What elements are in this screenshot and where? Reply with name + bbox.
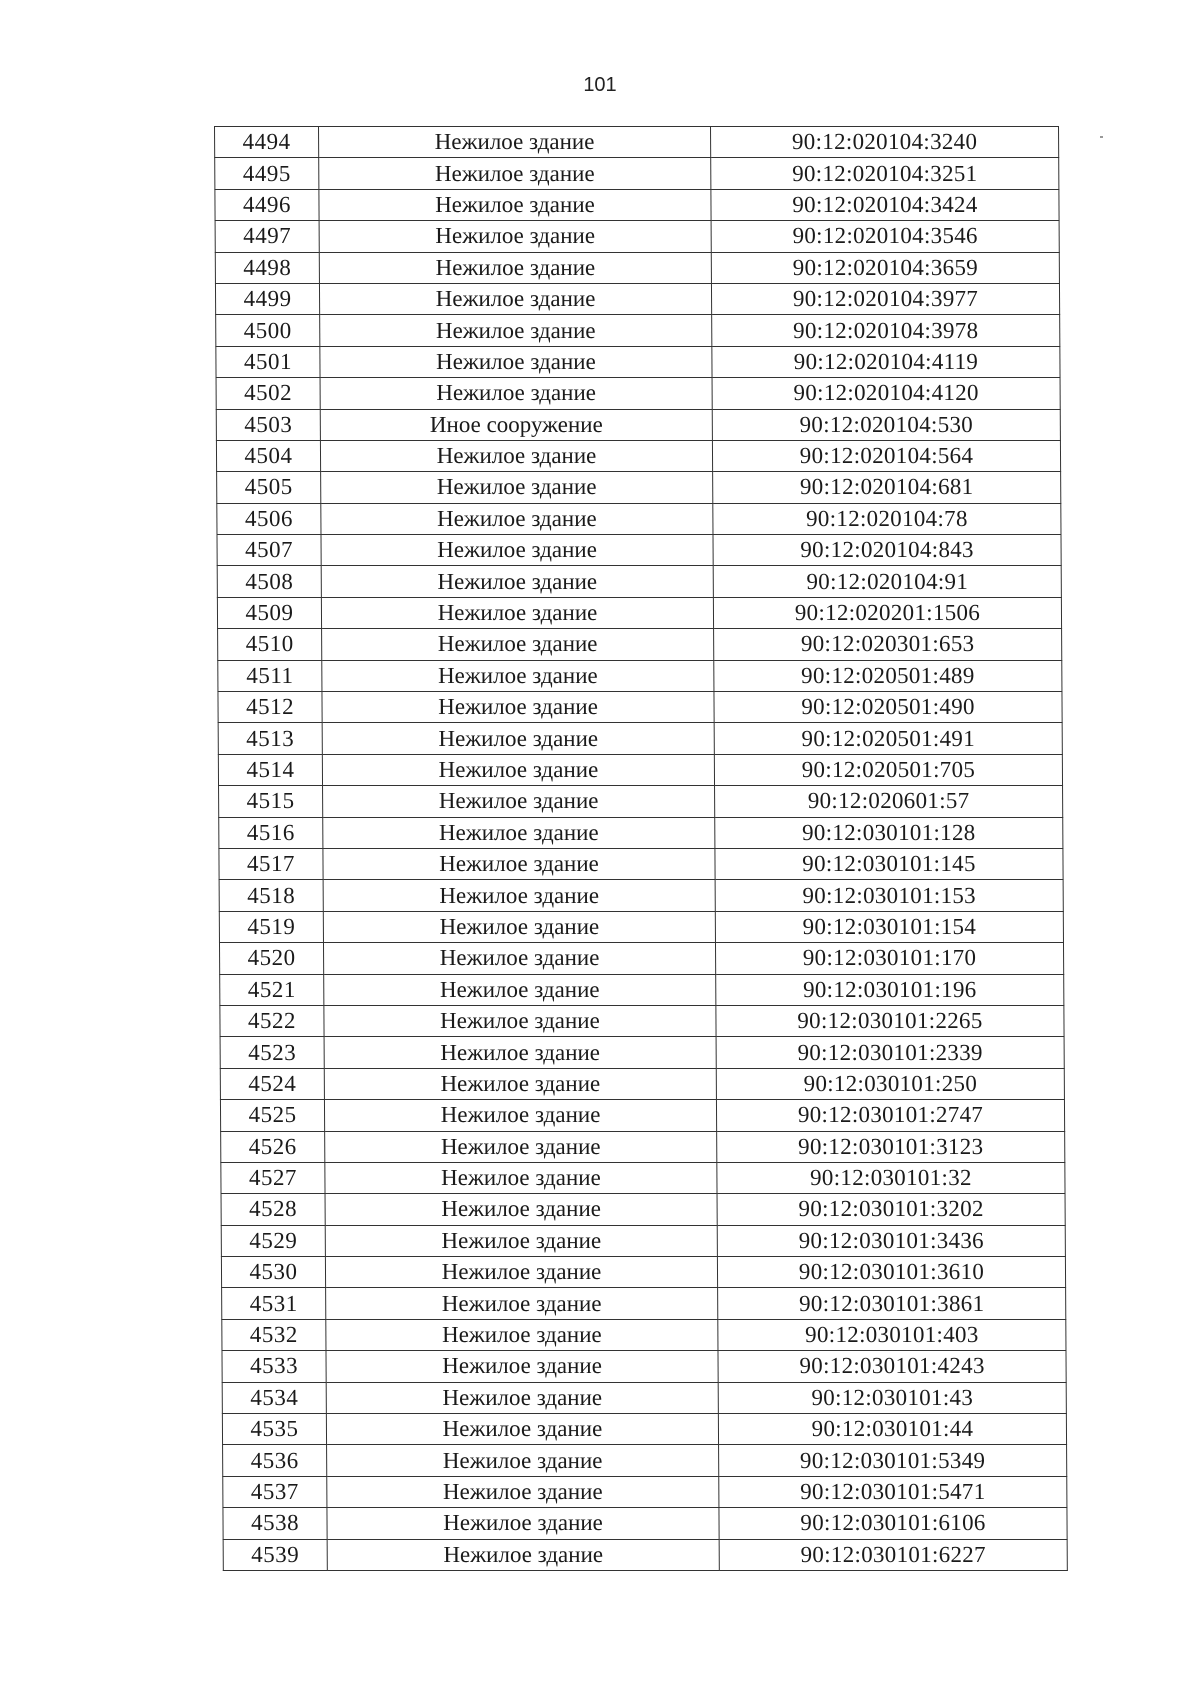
row-number-cell: 4514	[218, 754, 322, 785]
row-number-cell: 4496	[215, 189, 319, 220]
cadastral-number-cell: 90:12:030101:3610	[717, 1257, 1065, 1288]
row-number-cell: 4500	[216, 315, 320, 346]
object-type-cell: Нежилое здание	[325, 1162, 717, 1193]
property-registry-table	[214, 126, 1068, 1571]
row-number-cell: 4522	[220, 1005, 324, 1036]
table-row	[217, 503, 1061, 534]
table-row	[216, 409, 1060, 440]
cadastral-number-cell: 90:12:020104:3251	[711, 158, 1059, 189]
table-row	[221, 1131, 1065, 1162]
cadastral-number-cell: 90:12:030101:2339	[716, 1037, 1064, 1068]
table-row	[217, 566, 1061, 597]
row-number-cell: 4537	[223, 1476, 327, 1507]
cadastral-number-cell: 90:12:030101:153	[715, 880, 1063, 911]
object-type-cell: Нежилое здание	[323, 911, 715, 942]
table-row	[223, 1539, 1067, 1570]
table-row	[219, 911, 1063, 942]
table-row	[217, 535, 1061, 566]
table-row	[222, 1414, 1066, 1445]
cadastral-number-cell: 90:12:030101:5471	[719, 1476, 1067, 1507]
cadastral-number-cell: 90:12:020104:91	[713, 566, 1061, 597]
object-type-cell: Нежилое здание	[323, 943, 715, 974]
table-row	[218, 629, 1062, 660]
object-type-cell: Нежилое здание	[326, 1319, 718, 1350]
row-number-cell: 4513	[218, 723, 322, 754]
row-number-cell: 4509	[217, 597, 321, 628]
row-number-cell: 4503	[216, 409, 320, 440]
object-type-cell: Нежилое здание	[327, 1539, 719, 1570]
cadastral-number-cell: 90:12:020601:57	[715, 786, 1063, 817]
object-type-cell: Нежилое здание	[326, 1382, 718, 1413]
cadastral-number-cell: 90:12:030101:44	[718, 1414, 1066, 1445]
table-row	[222, 1382, 1066, 1413]
table-row	[220, 1005, 1064, 1036]
object-type-cell: Нежилое здание	[325, 1225, 717, 1256]
object-type-cell: Нежилое здание	[322, 660, 714, 691]
object-type-cell: Нежилое здание	[322, 692, 714, 723]
table-row	[218, 754, 1062, 785]
cadastral-number-cell: 90:12:030101:154	[715, 911, 1063, 942]
row-number-cell: 4532	[222, 1319, 326, 1350]
object-type-cell: Нежилое здание	[325, 1194, 717, 1225]
table-row	[216, 378, 1060, 409]
cadastral-number-cell: 90:12:030101:128	[715, 817, 1063, 848]
object-type-cell: Нежилое здание	[327, 1445, 719, 1476]
cadastral-number-cell: 90:12:030101:2747	[716, 1100, 1064, 1131]
row-number-cell: 4494	[215, 127, 319, 158]
table-row	[222, 1351, 1066, 1382]
cadastral-number-cell: 90:12:020104:3546	[711, 221, 1059, 252]
table-row	[215, 252, 1059, 283]
table-row	[221, 1257, 1065, 1288]
row-number-cell: 4530	[221, 1257, 325, 1288]
table-row	[223, 1445, 1067, 1476]
cadastral-number-cell: 90:12:030101:3202	[717, 1194, 1065, 1225]
cadastral-number-cell: 90:12:020104:3659	[711, 252, 1059, 283]
row-number-cell: 4495	[215, 158, 319, 189]
row-number-cell: 4521	[220, 974, 324, 1005]
row-number-cell: 4510	[218, 629, 322, 660]
cadastral-number-cell: 90:12:030101:403	[718, 1319, 1066, 1350]
cadastral-number-cell: 90:12:030101:6106	[719, 1508, 1067, 1539]
row-number-cell: 4505	[217, 472, 321, 503]
object-type-cell: Нежилое здание	[321, 503, 713, 534]
object-type-cell: Нежилое здание	[322, 723, 714, 754]
object-type-cell: Нежилое здание	[326, 1288, 718, 1319]
cadastral-number-cell: 90:12:020104:4119	[712, 346, 1060, 377]
object-type-cell: Нежилое здание	[321, 535, 713, 566]
object-type-cell: Нежилое здание	[320, 346, 712, 377]
row-number-cell: 4512	[218, 692, 322, 723]
row-number-cell: 4527	[221, 1162, 325, 1193]
row-number-cell: 4531	[222, 1288, 326, 1319]
table-row	[218, 692, 1062, 723]
row-number-cell: 4524	[220, 1068, 324, 1099]
object-type-cell: Нежилое здание	[323, 880, 715, 911]
row-number-cell: 4507	[217, 535, 321, 566]
row-number-cell: 4518	[219, 880, 323, 911]
row-number-cell: 4529	[221, 1225, 325, 1256]
cadastral-number-cell: 90:12:030101:3861	[718, 1288, 1066, 1319]
table-row	[215, 158, 1059, 189]
row-number-cell: 4515	[219, 786, 323, 817]
cadastral-number-cell: 90:12:020104:3424	[711, 189, 1059, 220]
row-number-cell: 4502	[216, 378, 320, 409]
row-number-cell: 4526	[221, 1131, 325, 1162]
table-row	[223, 1476, 1067, 1507]
cadastral-number-cell: 90:12:030101:6227	[719, 1539, 1067, 1570]
cadastral-number-cell: 90:12:020501:490	[714, 692, 1062, 723]
row-number-cell: 4533	[222, 1351, 326, 1382]
cadastral-number-cell: 90:12:020501:491	[714, 723, 1062, 754]
row-number-cell: 4523	[220, 1037, 324, 1068]
table-row	[221, 1194, 1065, 1225]
row-number-cell: 4525	[220, 1100, 324, 1131]
table-row	[219, 880, 1063, 911]
table-row	[220, 1100, 1064, 1131]
cadastral-number-cell: 90:12:030101:250	[716, 1068, 1064, 1099]
object-type-cell: Нежилое здание	[319, 189, 711, 220]
object-type-cell: Нежилое здание	[319, 221, 711, 252]
row-number-cell: 4508	[217, 566, 321, 597]
object-type-cell: Нежилое здание	[326, 1351, 718, 1382]
table-row	[220, 1037, 1064, 1068]
table-row	[215, 127, 1059, 158]
table-row	[219, 786, 1063, 817]
object-type-cell: Нежилое здание	[327, 1476, 719, 1507]
row-number-cell: 4497	[215, 221, 319, 252]
object-type-cell: Нежилое здание	[319, 252, 711, 283]
row-number-cell: 4534	[222, 1382, 326, 1413]
scan-speck	[1100, 136, 1103, 138]
table-row	[216, 440, 1060, 471]
table-row	[219, 817, 1063, 848]
cadastral-number-cell: 90:12:020104:4120	[712, 378, 1060, 409]
table-row	[220, 1068, 1064, 1099]
object-type-cell: Иное сооружение	[320, 409, 712, 440]
cadastral-number-cell: 90:12:030101:2265	[716, 1005, 1064, 1036]
row-number-cell: 4506	[217, 503, 321, 534]
object-type-cell: Нежилое здание	[323, 817, 715, 848]
cadastral-number-cell: 90:12:020104:3240	[711, 127, 1059, 158]
row-number-cell: 4539	[223, 1539, 327, 1570]
table-row	[223, 1508, 1067, 1539]
object-type-cell: Нежилое здание	[322, 754, 714, 785]
object-type-cell: Нежилое здание	[323, 786, 715, 817]
cadastral-number-cell: 90:12:020104:564	[712, 440, 1060, 471]
table-row	[216, 315, 1060, 346]
row-number-cell: 4517	[219, 848, 323, 879]
page-number: 101	[583, 74, 617, 96]
table-row	[215, 189, 1059, 220]
table-row	[220, 974, 1064, 1005]
row-number-cell: 4498	[215, 252, 319, 283]
cadastral-number-cell: 90:12:020104:78	[713, 503, 1061, 534]
table-row	[222, 1288, 1066, 1319]
row-number-cell: 4538	[223, 1508, 327, 1539]
cadastral-number-cell: 90:12:030101:170	[715, 943, 1063, 974]
object-type-cell: Нежилое здание	[319, 158, 711, 189]
cadastral-number-cell: 90:12:020104:843	[713, 535, 1061, 566]
row-number-cell: 4519	[219, 911, 323, 942]
table-row	[215, 283, 1059, 314]
object-type-cell: Нежилое здание	[324, 1037, 716, 1068]
object-type-cell: Нежилое здание	[327, 1508, 719, 1539]
table-row	[215, 221, 1059, 252]
object-type-cell: Нежилое здание	[325, 1257, 717, 1288]
table-row	[218, 660, 1062, 691]
cadastral-number-cell: 90:12:030101:32	[717, 1162, 1065, 1193]
cadastral-number-cell: 90:12:030101:196	[716, 974, 1064, 1005]
cadastral-number-cell: 90:12:020301:653	[714, 629, 1062, 660]
table-row	[216, 346, 1060, 377]
cadastral-number-cell: 90:12:020501:705	[714, 754, 1062, 785]
table-row	[221, 1225, 1065, 1256]
object-type-cell: Нежилое здание	[320, 315, 712, 346]
cadastral-number-cell: 90:12:030101:145	[715, 848, 1063, 879]
cadastral-number-cell: 90:12:020104:3978	[712, 315, 1060, 346]
cadastral-number-cell: 90:12:020104:530	[712, 409, 1060, 440]
cadastral-number-cell: 90:12:030101:3436	[717, 1225, 1065, 1256]
row-number-cell: 4501	[216, 346, 320, 377]
object-type-cell: Нежилое здание	[321, 597, 713, 628]
table-row	[217, 472, 1061, 503]
object-type-cell: Нежилое здание	[324, 1068, 716, 1099]
cadastral-number-cell: 90:12:020501:489	[714, 660, 1062, 691]
table-row	[217, 597, 1061, 628]
table-row	[219, 848, 1063, 879]
object-type-cell: Нежилое здание	[324, 974, 716, 1005]
row-number-cell: 4528	[221, 1194, 325, 1225]
registry-table-body	[215, 127, 1068, 1571]
row-number-cell: 4535	[222, 1414, 326, 1445]
object-type-cell: Нежилое здание	[319, 283, 711, 314]
row-number-cell: 4499	[215, 283, 319, 314]
object-type-cell: Нежилое здание	[325, 1131, 717, 1162]
object-type-cell: Нежилое здание	[319, 127, 711, 158]
row-number-cell: 4511	[218, 660, 322, 691]
table-row	[219, 943, 1063, 974]
row-number-cell: 4520	[219, 943, 323, 974]
table-row	[222, 1319, 1066, 1350]
object-type-cell: Нежилое здание	[324, 1100, 716, 1131]
cadastral-number-cell: 90:12:020201:1506	[713, 597, 1061, 628]
row-number-cell: 4516	[219, 817, 323, 848]
cadastral-number-cell: 90:12:020104:3977	[711, 283, 1059, 314]
row-number-cell: 4504	[216, 440, 320, 471]
cadastral-number-cell: 90:12:030101:5349	[719, 1445, 1067, 1476]
table-row	[218, 723, 1062, 754]
cadastral-number-cell: 90:12:030101:43	[718, 1382, 1066, 1413]
object-type-cell: Нежилое здание	[324, 1005, 716, 1036]
cadastral-number-cell: 90:12:020104:681	[713, 472, 1061, 503]
table-row	[221, 1162, 1065, 1193]
object-type-cell: Нежилое здание	[322, 629, 714, 660]
object-type-cell: Нежилое здание	[323, 848, 715, 879]
object-type-cell: Нежилое здание	[320, 440, 712, 471]
object-type-cell: Нежилое здание	[321, 566, 713, 597]
row-number-cell: 4536	[223, 1445, 327, 1476]
cadastral-number-cell: 90:12:030101:3123	[717, 1131, 1065, 1162]
object-type-cell: Нежилое здание	[320, 378, 712, 409]
cadastral-number-cell: 90:12:030101:4243	[718, 1351, 1066, 1382]
object-type-cell: Нежилое здание	[326, 1414, 718, 1445]
object-type-cell: Нежилое здание	[321, 472, 713, 503]
